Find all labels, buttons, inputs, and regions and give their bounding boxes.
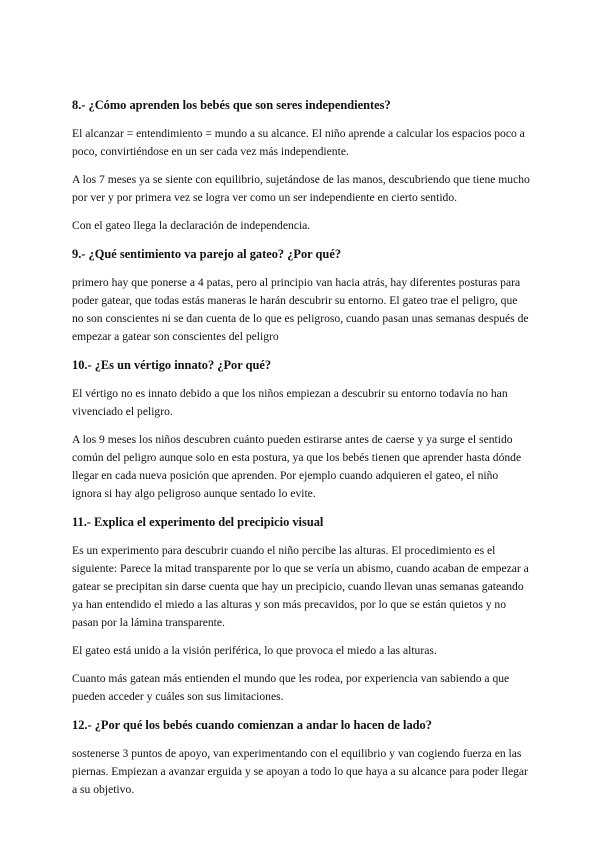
paragraph: primero hay que ponerse a 4 patas, pero al principio van hacia atrás, hay diferentes posturas para poder gatear, que todas estás maneras le harán descubrir su entorno. El gateo trae el peligro, que no son conscientes ni se dan cuenta de lo que es peligroso, cuando pasan unas semanas después de empezar a gatear son conscientes del peligro xyxy=(72,276,529,343)
document-page xyxy=(72,96,530,809)
paragraph: El gateo está unido a la visión periférica, lo que provoca el miedo a las alturas. xyxy=(72,644,437,657)
section-heading: 8.- ¿Cómo aprenden los bebés que son seres independientes? xyxy=(72,98,391,112)
paragraph: Con el gateo llega la declaración de independencia. xyxy=(72,219,311,232)
section-10 xyxy=(72,356,530,503)
paragraph: El alcanzar = entendimiento = mundo a su alcance. El niño aprende a calcular los espacios poco a poco, convirtiéndose en un ser cada vez más independiente. xyxy=(72,127,525,158)
paragraph: sostenerse 3 puntos de apoyo, van experimentando con el equilibrio y van cogiendo fuerza en las piernas. Empiezan a avanzar erguida y se apoyan a todo lo que haya a su alcance para poder llegar a su objetivo. xyxy=(72,747,528,796)
section-8 xyxy=(72,96,530,235)
paragraph: A los 7 meses ya se siente con equilibrio, sujetándose de las manos, descubriendo que tiene mucho por ver y por primera vez se logra ver como un ser independiente en cierto sentido. xyxy=(72,173,530,204)
section-heading: 11.- Explica el experimento del precipicio visual xyxy=(72,515,324,529)
paragraph: Es un experimento para descubrir cuando el niño percibe las alturas. El procedimiento es el siguiente: Parece la mitad transparente por lo que se vería un abismo, cuando acaban de empezar a gatear se precipitan sin darse cuenta que hay un precipicio, cuando llevan unas semanas gateando ya han entendido el miedo a las alturas y son más precavidos, por lo que se están quietos y no pasan por la lámina transparente. xyxy=(72,544,529,629)
section-12 xyxy=(72,716,530,799)
paragraph: Cuanto más gatean más entienden el mundo que les rodea, por experiencia van sabiendo a que pueden acceder y cuáles son sus limitaciones. xyxy=(72,672,510,703)
section-11 xyxy=(72,513,530,706)
section-heading: 12.- ¿Por qué los bebés cuando comienzan a andar lo hacen de lado? xyxy=(72,718,432,732)
paragraph: El vértigo no es innato debido a que los niños empiezan a descubrir su entorno todavía no han vivenciado el peligro. xyxy=(72,387,508,418)
paragraph: A los 9 meses los niños descubren cuánto pueden estirarse antes de caerse y ya surge el sentido común del peligro aunque solo en esta postura, ya que los bebés tienen que aprender hasta dónde llegar en cada nueva posición que aprenden. Por ejemplo cuando adquieren el gateo, el niño ignora si hay algo peligroso aunque sentado lo evite. xyxy=(72,433,522,500)
section-9 xyxy=(72,245,530,346)
section-heading: 9.- ¿Qué sentimiento va parejo al gateo? ¿Por qué? xyxy=(72,247,342,261)
section-heading: 10.- ¿Es un vértigo innato? ¿Por qué? xyxy=(72,358,272,372)
